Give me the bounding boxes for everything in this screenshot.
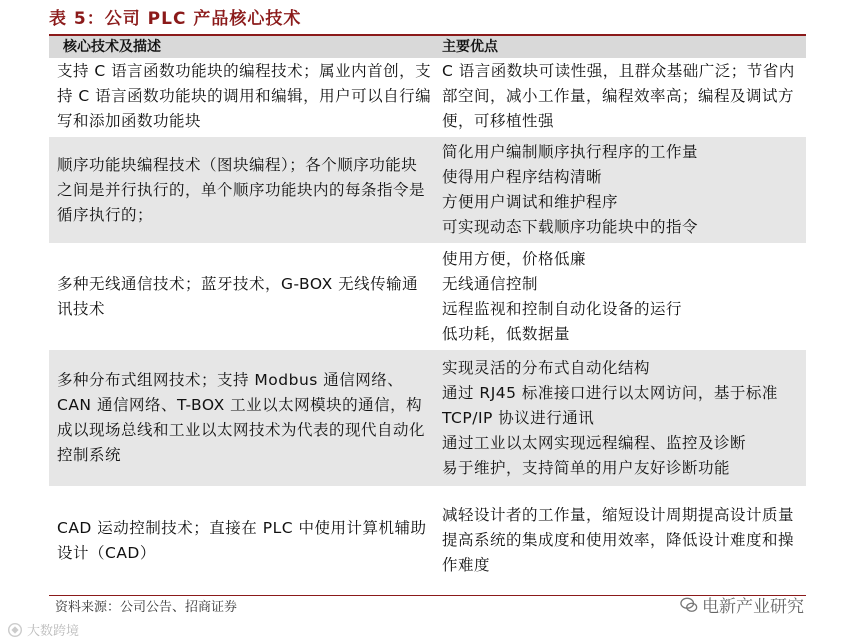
advantage-item: 简化用户编制顺序执行程序的工作量 [442, 143, 699, 161]
watermark-text: 电新产业研究 [702, 597, 804, 617]
advantages-cell [442, 137, 802, 243]
advantage-item: 易于维护，支持简单的用户友好诊断功能 [442, 458, 731, 477]
advantages-cell [442, 56, 802, 136]
table-row [49, 350, 806, 487]
advantage-item: 低功耗，低数据量 [442, 324, 571, 343]
tech-text: 多种无线通信技术；蓝牙技术，G-BOX 无线传输通讯技术 [57, 274, 419, 318]
advantage-item: 减轻设计者的工作量，缩短设计周期提高设计质量 [442, 506, 795, 524]
watermark-left-text: 大数跨境 [27, 624, 80, 639]
table-title: 表 5：公司 PLC 产品核心技术 [49, 9, 302, 29]
advantage-item: 通过 RJ45 标准接口进行以太网访问，基于标准 TCP/IP 协议进行通讯 [442, 383, 778, 427]
tech-cell [57, 487, 432, 594]
corner-watermark [6, 620, 79, 639]
tech-cell [57, 244, 432, 349]
tech-cell [57, 137, 432, 243]
advantages-cell [442, 487, 802, 594]
advantage-list [442, 247, 682, 347]
advantages-cell [442, 350, 802, 486]
table-row [49, 137, 806, 244]
advantage-item: 方便用户调试和维护程序 [442, 193, 619, 211]
advantage-list [442, 140, 698, 240]
wechat-watermark [680, 592, 804, 617]
source-note: 资料来源：公司公告、招商证券 [55, 600, 238, 615]
tech-text: 多种分布式组网技术；支持 Modbus 通信网络、CAN 通信网络、T-BOX 工业以太网模块的通信，构成以现场总线和工业以太网技术为代表的现代自动化控制系统 [57, 371, 426, 464]
header-advantages: 主要优点 [442, 39, 498, 55]
tech-text: 支持 C 语言函数功能块的编程技术；属业内首创，支持 C 语言函数功能块的调用和编辑，用户可以自行编写和添加函数功能块 [57, 61, 432, 130]
advantage-item: 远程监视和控制自动化设备的运行 [442, 299, 683, 318]
advantage-item: 可实现动态下载顺序功能块中的指令 [442, 218, 699, 236]
advantage-list [442, 503, 802, 578]
advantages-cell [442, 244, 802, 349]
header-tech: 核心技术及描述 [63, 39, 161, 55]
table-row [49, 487, 806, 595]
advantage-item: 无线通信控制 [442, 274, 539, 293]
advantage-text: C 语言函数块可读性强，且群众基础广泛；节省内部空间，减小工作量，编程效率高；编程及调试方便，可移植性强 [442, 61, 795, 130]
advantage-item: 使用方便，价格低廉 [442, 249, 587, 268]
tech-cell [57, 350, 432, 486]
wechat-icon [680, 596, 698, 614]
advantage-item: 实现灵活的分布式自动化结构 [442, 358, 651, 377]
advantage-item: 使得用户程序结构清晰 [442, 168, 603, 186]
tech-text: CAD 运动控制技术；直接在 PLC 中使用计算机辅助设计（CAD） [57, 518, 427, 562]
table-header [49, 34, 806, 58]
advantage-list [442, 356, 802, 481]
advantage-item: 提高系统的集成度和使用效率，降低设计难度和操作难度 [442, 531, 795, 574]
table-row [49, 56, 806, 137]
table-row [49, 244, 806, 350]
advantage-item: 通过工业以太网实现远程编程、监控及诊断 [442, 433, 747, 452]
brand-icon [6, 621, 24, 639]
tech-text: 顺序功能块编程技术（图块编程）；各个顺序功能块之间是并行执行的，单个顺序功能块内的每条指令是循序执行的； [57, 155, 426, 224]
tech-cell [57, 56, 432, 136]
